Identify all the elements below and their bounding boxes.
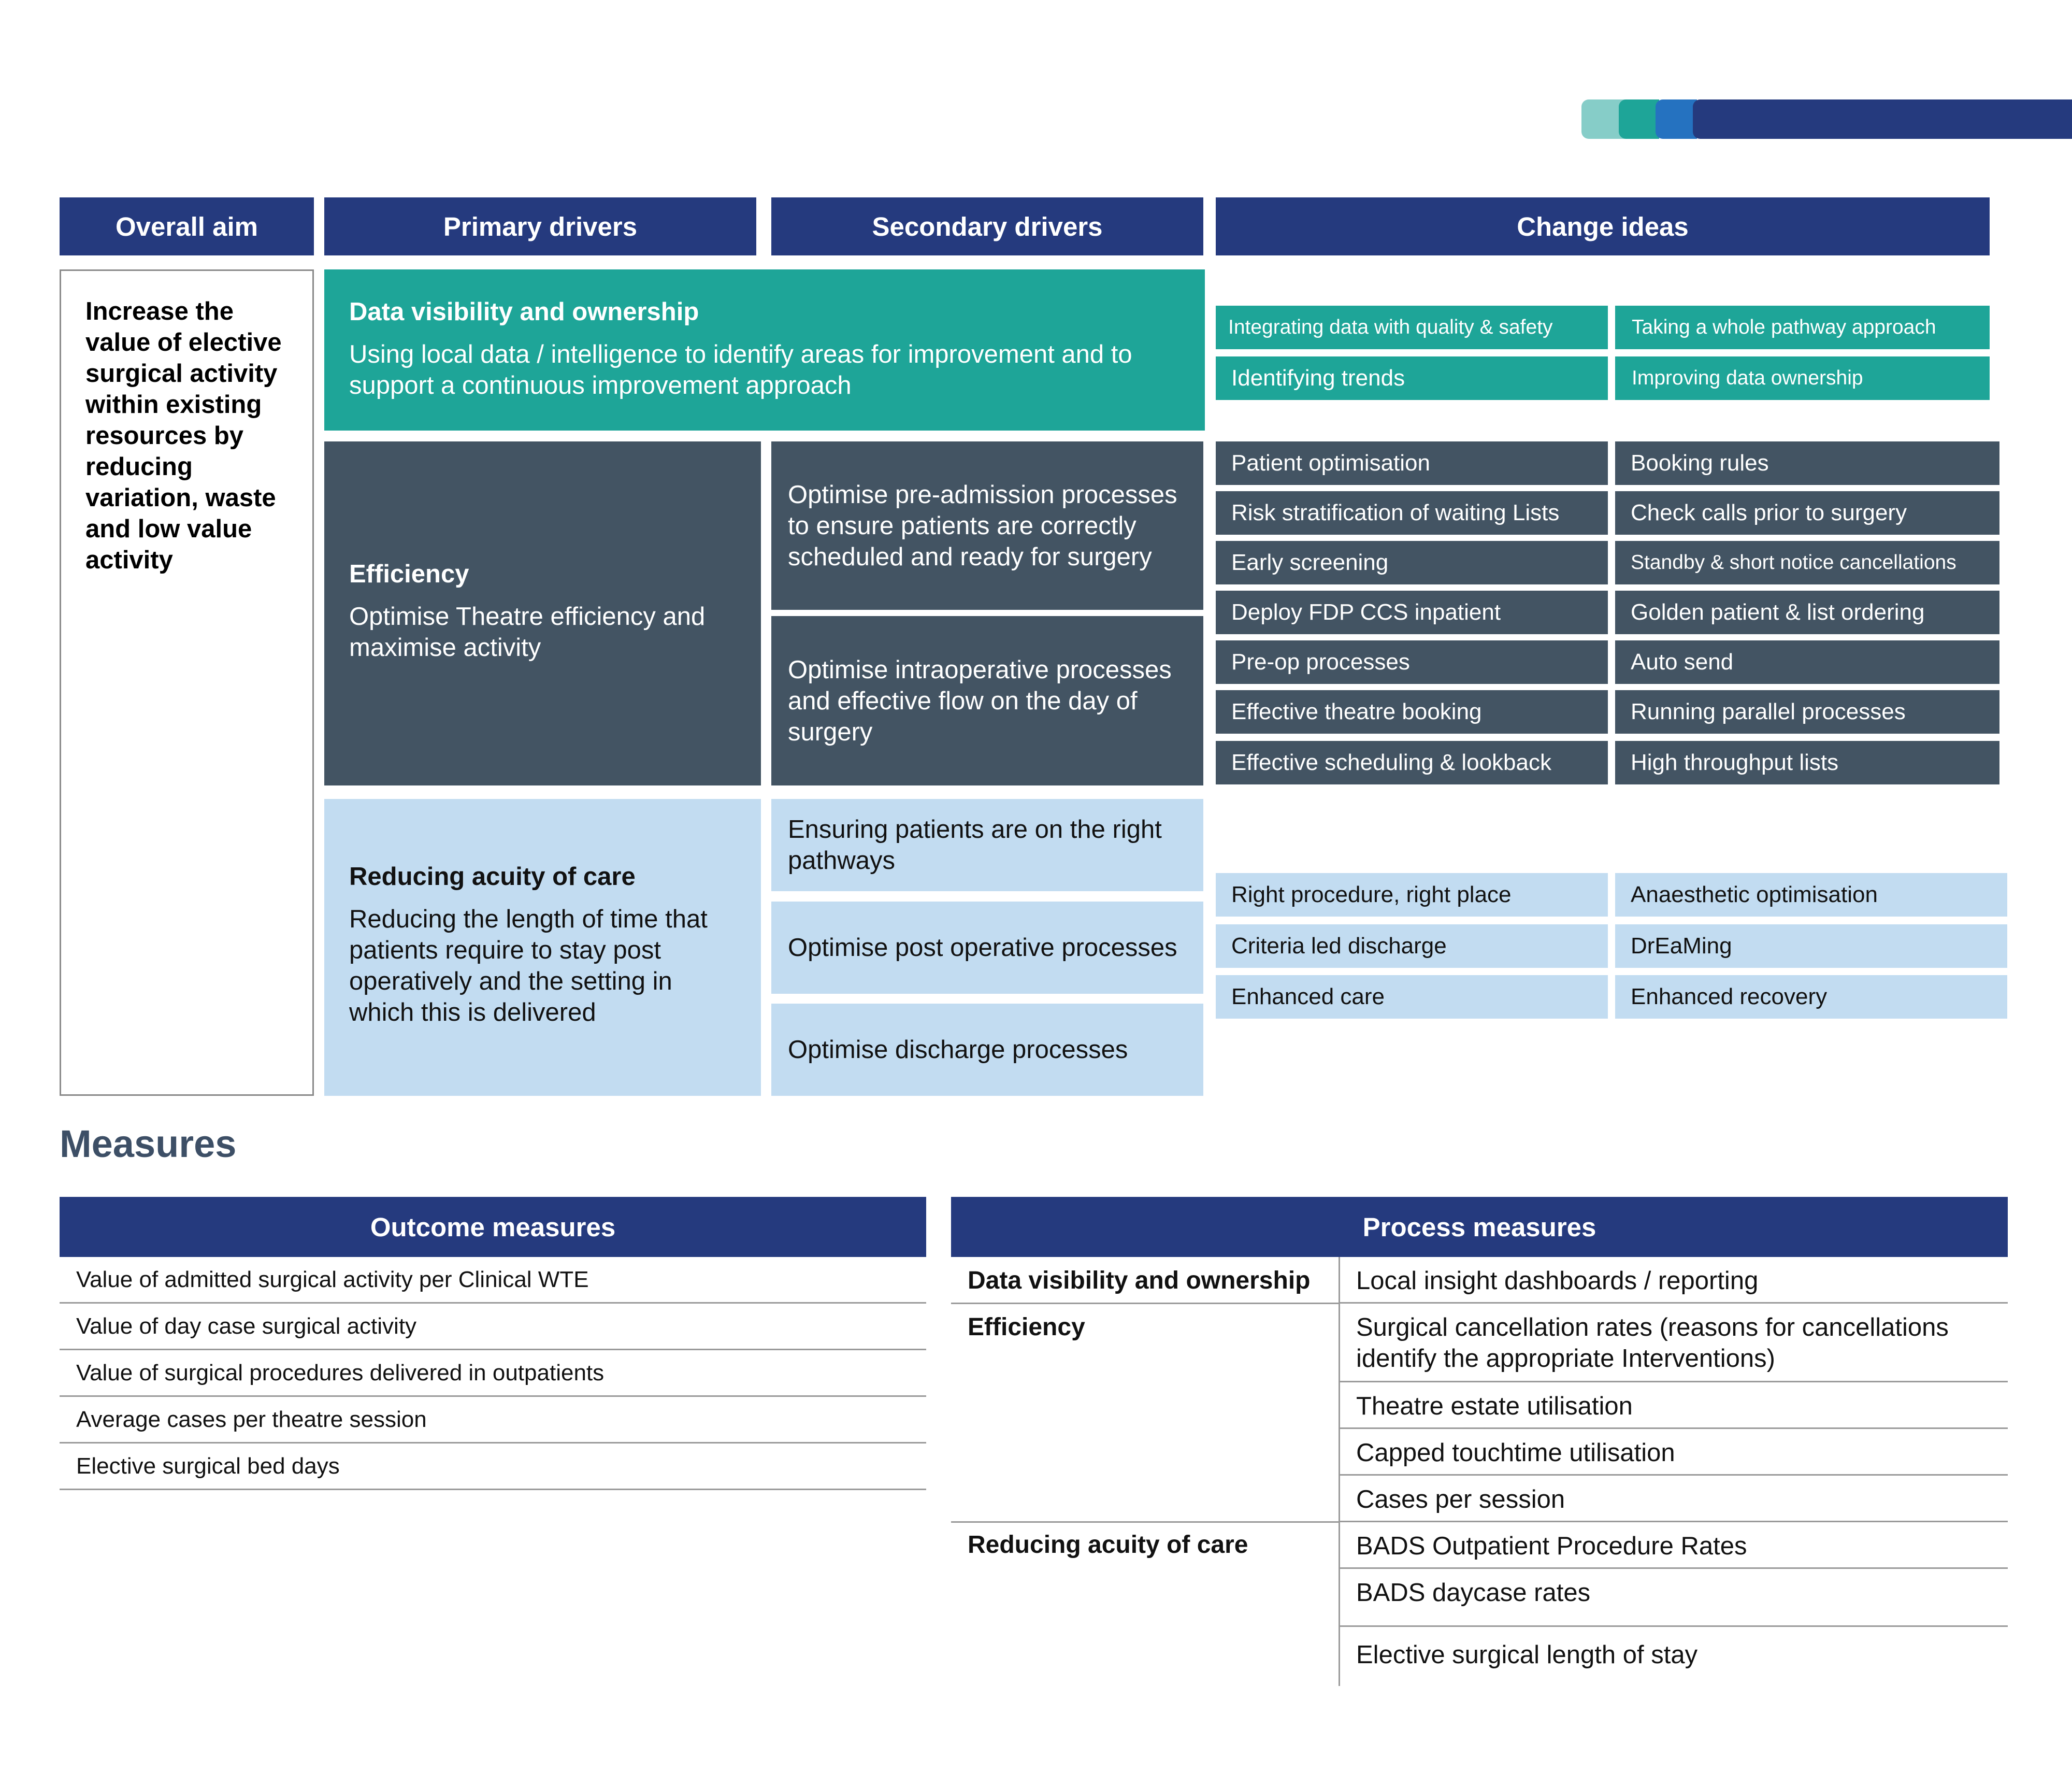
change-idea-eff-5: Early screening (1216, 541, 1608, 584)
primary-driver-efficiency (324, 441, 761, 785)
change-idea-acuity-5: Enhanced care (1216, 975, 1608, 1019)
process-category-efficiency: Efficiency (968, 1313, 1085, 1341)
outcome-measure-4: Average cases per theatre session (60, 1397, 926, 1444)
change-idea-eff-7: Deploy FDP CCS inpatient (1216, 591, 1608, 634)
secondary-driver-discharge-text: Optimise discharge processes (788, 1036, 1128, 1064)
change-idea-eff-13: Effective scheduling & lookback (1216, 741, 1608, 784)
primary-driver-efficiency-desc: Optimise Theatre efficiency and maximise activity (349, 603, 706, 662)
overall-aim-box (60, 269, 314, 1096)
process-measure-data-1: Local insight dashboards / reporting (1340, 1257, 2008, 1304)
outcome-measure-2: Value of day case surgical activity (60, 1304, 926, 1350)
process-measure-acuity-2: BADS daycase rates (1340, 1569, 2008, 1627)
process-separator-efficiency (951, 1521, 1340, 1523)
secondary-driver-right-pathways (771, 799, 1203, 891)
primary-driver-acuity (324, 799, 761, 1096)
process-category-data: Data visibility and ownership (968, 1267, 1311, 1294)
primary-driver-acuity-desc: Reducing the length of time that patients require to stay post operatively and the setting in which this is delivered (349, 905, 708, 1026)
change-idea-acuity-2: Anaesthetic optimisation (1615, 873, 2007, 917)
secondary-driver-intraoperative-text: Optimise intraoperative processes and effective flow on the day of surgery (788, 655, 1172, 746)
secondary-driver-pre-admission (771, 441, 1203, 610)
change-idea-acuity-1: Right procedure, right place (1216, 873, 1608, 917)
header-change-ideas: Change ideas (1216, 197, 1990, 255)
change-idea-eff-8: Golden patient & list ordering (1615, 591, 1999, 634)
secondary-driver-post-operative (771, 902, 1203, 994)
process-measure-acuity-3: Elective surgical length of stay (1356, 1641, 1698, 1669)
primary-driver-acuity-title: Reducing acuity of care (349, 863, 636, 891)
change-idea-acuity-4: DrEaMing (1615, 924, 2007, 968)
process-measure-efficiency-4: Cases per session (1340, 1476, 2008, 1522)
change-idea-eff-4: Check calls prior to surgery (1615, 491, 1999, 535)
change-idea-acuity-6: Enhanced recovery (1615, 975, 2007, 1019)
change-idea-eff-1: Patient optimisation (1216, 441, 1608, 485)
secondary-driver-intraoperative (771, 616, 1203, 785)
process-measures-header: Process measures (951, 1197, 2008, 1257)
change-idea-eff-12: Running parallel processes (1615, 690, 1999, 734)
process-measure-efficiency-1: Surgical cancellation rates (reasons for cancellations identify the appropriate Interventions) (1340, 1304, 2008, 1382)
change-idea-data-4: Improving data ownership (1615, 356, 1990, 400)
header-secondary-drivers: Secondary drivers (771, 197, 1203, 255)
primary-driver-data-desc: Using local data / intelligence to identify areas for improvement and to support a continuous improvement approach (349, 340, 1132, 399)
primary-driver-data (324, 269, 1205, 431)
outcome-measure-3: Value of surgical procedures delivered in outpatients (60, 1350, 926, 1397)
change-idea-eff-6: Standby & short notice cancellations (1615, 541, 1999, 584)
secondary-driver-right-pathways-text: Ensuring patients are on the right pathways (788, 816, 1162, 875)
change-idea-eff-2: Booking rules (1615, 441, 1999, 485)
header-overall-aim: Overall aim (60, 197, 314, 255)
header-strip-4 (1693, 99, 2072, 139)
primary-driver-efficiency-title: Efficiency (349, 560, 469, 588)
outcome-measure-5: Elective surgical bed days (60, 1444, 926, 1490)
process-measure-efficiency-3: Capped touchtime utilisation (1340, 1429, 2008, 1476)
header-strip-3 (1656, 99, 1697, 139)
header-primary-drivers: Primary drivers (324, 197, 756, 255)
header-strip-2 (1619, 99, 1659, 139)
primary-driver-data-title: Data visibility and ownership (349, 298, 699, 326)
change-idea-eff-9: Pre-op processes (1216, 640, 1608, 684)
change-idea-data-2: Taking a whole pathway approach (1615, 306, 1990, 349)
secondary-driver-discharge (771, 1004, 1203, 1096)
process-measure-efficiency-2: Theatre estate utilisation (1340, 1382, 2008, 1429)
process-separator-data (951, 1303, 1340, 1304)
secondary-driver-pre-admission-text: Optimise pre-admission processes to ensure patients are correctly scheduled and ready for surgery (788, 480, 1177, 571)
change-idea-eff-10: Auto send (1615, 640, 1999, 684)
change-idea-data-1: Integrating data with quality & safety (1216, 306, 1608, 349)
change-idea-data-3: Identifying trends (1216, 356, 1608, 400)
secondary-driver-post-operative-text: Optimise post operative processes (788, 934, 1177, 962)
process-category-acuity: Reducing acuity of care (968, 1531, 1248, 1559)
process-measure-acuity-1: BADS Outpatient Procedure Rates (1340, 1522, 2008, 1569)
measures-title: Measures (60, 1122, 237, 1165)
outcome-measure-1: Value of admitted surgical activity per Clinical WTE (60, 1257, 926, 1304)
change-idea-acuity-3: Criteria led discharge (1216, 924, 1608, 968)
change-idea-eff-3: Risk stratification of waiting Lists (1216, 491, 1608, 535)
overall-aim-text: Increase the value of elective surgical activity within existing resources by reducing variation, waste and low value activity (85, 297, 282, 574)
change-idea-eff-14: High throughput lists (1615, 741, 1999, 784)
change-idea-eff-11: Effective theatre booking (1216, 690, 1608, 734)
outcome-measures-header: Outcome measures (60, 1197, 926, 1257)
